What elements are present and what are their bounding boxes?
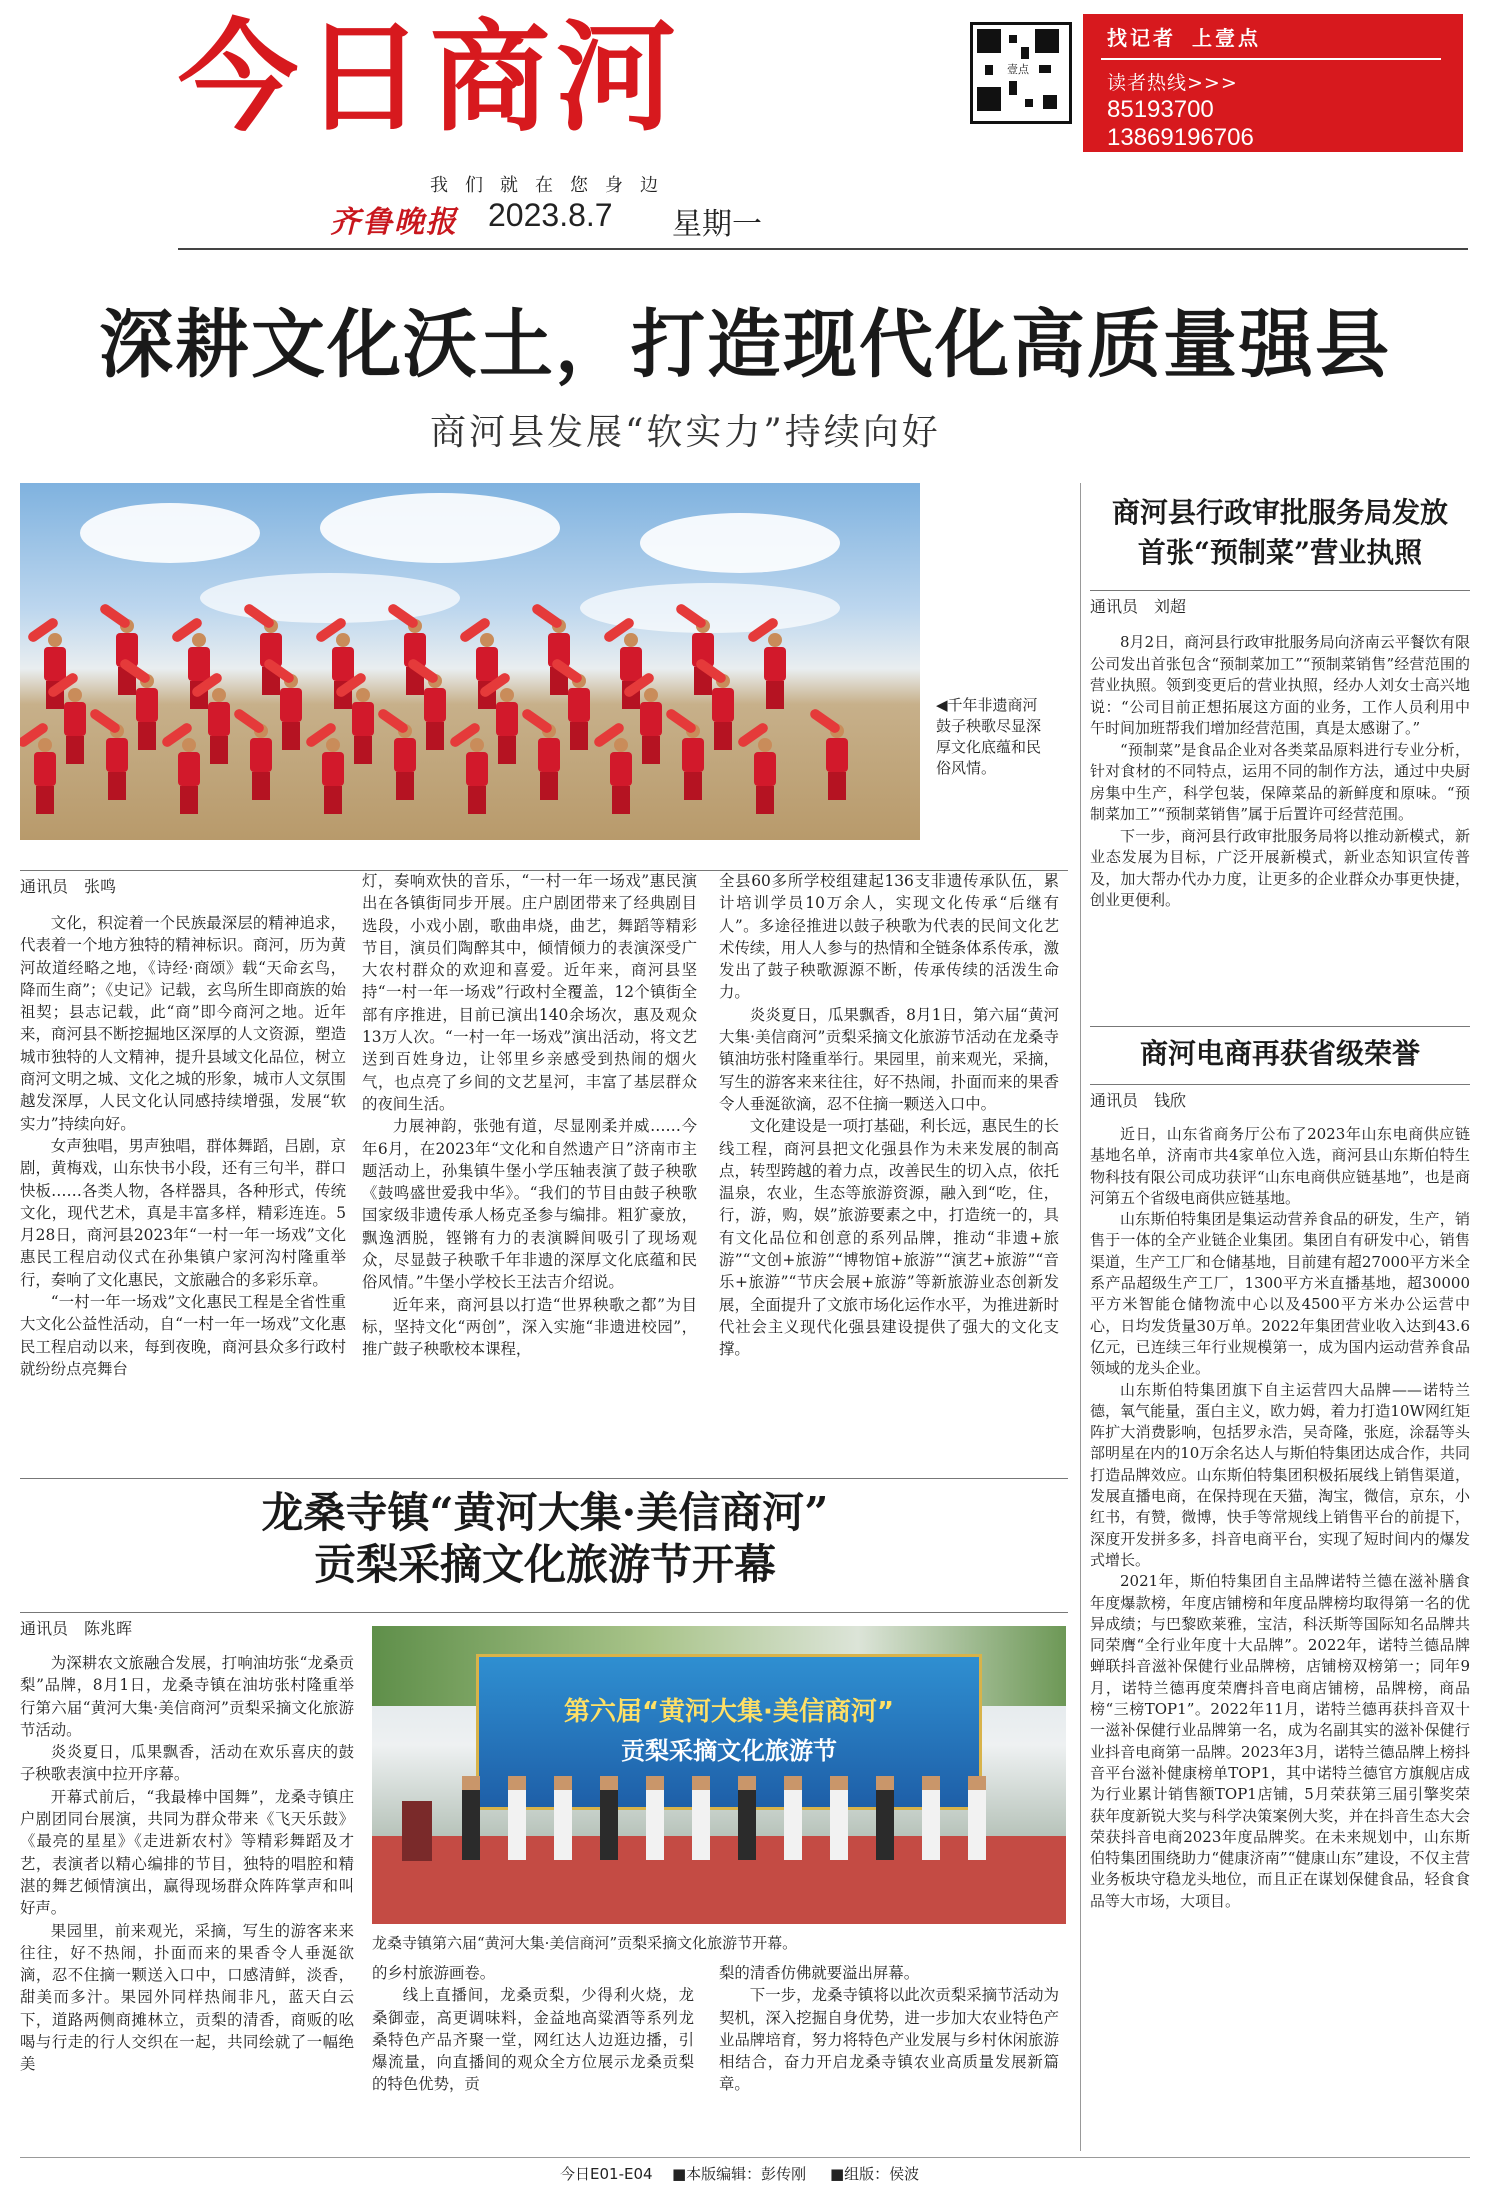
dancer-figure (102, 724, 132, 804)
footer-proof: ■组版：侯波 (830, 2165, 920, 2183)
paragraph: 文化，积淀着一个民族最深层的精神追求，代表着一个地方独特的精神标识。商河，历为黄河故道经略之地，《诗经·商颂》载“天命玄鸟，降而生商”；《史记》记载，玄鸟所生即商族的始祖契；县志记载，此“商”即今商河之地。近年来，商河县不断挖掘地区深厚的人文资源，塑造城市独特的人文精神，提升县域文化品位，树立商河文明之城、文化之城的形象，城市人文氛围越发深厚，人民文化认同感持续增强，发展“软实力”持续向好。 (20, 914, 346, 1133)
side1-title-line2: 首张“预制菜”营业执照 (1137, 536, 1423, 569)
side2-title: 商河电商再获省级荣誉 (1139, 1037, 1420, 1070)
dancer-figure (390, 724, 420, 804)
story2-byline: 通讯员 陈兆晖 (20, 1619, 133, 1638)
dancer-figure (420, 674, 450, 754)
paragraph: 2021年，斯伯特集团自主品牌诺特兰德在滋补膳食年度爆款榜，年度店铺榜和年度品牌榜均取得第一名的优异成绩；与巴黎欧莱雅，宝洁，科沃斯等国际知名品牌共同荣膺“全行业年度十大品牌”。2022年，诺特兰德品牌蝉联抖音滋补保健行业品牌榜，店铺榜双榜第一；同年9月，诺特兰德再度荣膺抖音电商店铺榜，品牌榜，商品榜“三榜TOP1”。2022年11月，诺特兰德再获抖音双十一滋补保健行业品牌第一名，成为名副其实的滋补保健行业抖音电商第一品牌。2023年3月，诺特兰德品牌上榜抖音平台滋补健康榜单TOP1，其中诺特兰德官方旗舰店成为行业累计销售额TOP1店铺，5月荣获第三届引擎奖荣获年度新锐大奖与科学决策案例大奖，并在抖音生态大会荣获抖音电商2023年度品牌奖。在未来规划中，山东斯伯特集团围绕助力“健康济南”“健康山东”建设，不仅主营业务板块守稳龙头地位，而且正在谋划保健食品，轻食食品等大市场，大项目。 (1090, 1572, 1470, 1910)
paragraph: 女声独唱，男声独唱，群体舞蹈，吕剧，京剧，黄梅戏，山东快书小段，还有三句半，群口快板……各类人物，各样器具，各种形式，传统文化，现代艺术，真是丰富多样，精彩连连。5月28日，商河县2023年“一村一年一场戏”文化惠民工程启动仪式在孙集镇户家河沟村隆重举行，奏响了文化惠民，文旅融合的多彩乐章。 (20, 1136, 346, 1289)
side2-byline: 通讯员 钱欣 (1090, 1091, 1187, 1110)
dancer-figure (348, 688, 378, 768)
dancer-figure (132, 674, 162, 754)
paragraph: 开幕式前后，“我最棒中国舞”，龙桑寺镇庄户剧团同台展演，共同为群众带来《飞天乐鼓》《最亮的星星》《走进新农村》等精彩舞蹈及才艺，表演者以精心编排的节目，独特的唱腔和精湛的舞艺倾情演出，赢得现场群众阵阵掌声和叫好声。 (20, 1787, 354, 1918)
rule (20, 1612, 1068, 1613)
paragraph: 灯，奏响欢快的音乐，“一村一年一场戏”惠民演出在各镇街同步开展。庄户剧团带来了经典剧目选段，小戏小剧，歌曲串烧，曲艺，舞蹈等精彩节目，演员们陶醉其中，倾情倾力的表演深受广大农村群众的欢迎和喜爱。近年来，商河县坚持“一村一年一场戏”行政村全覆盖，12个镇街全部有序推进，目前已演出140余场次，惠及观众13万人次。“一村一年一场戏”演出活动，将文艺送到百姓身边，让邻里乡亲感受到热闹的烟火气，也点亮了乡间的文艺星河，丰富了基层群众的夜间生活。 (362, 872, 697, 1113)
issue-date: 2023.8.7 (488, 197, 613, 233)
paragraph: 近年来，商河县以打造“世界秧歌之都”为目标，坚持文化“两创”，深入实施“非遗进校园”，推广鼓子秧歌校本课程， (362, 1295, 697, 1359)
guest-figure (554, 1776, 572, 1860)
guest-figure (738, 1776, 756, 1860)
dancer-figure (462, 738, 492, 818)
paragraph: 为深耕农文旅融合发展，打响油坊张“龙桑贡梨”品牌，8月1日，龙桑寺镇在油坊张村隆重举行第六届“黄河大集·美信商河”贡梨采摘文化旅游节活动。 (20, 1654, 354, 1739)
masthead-title: 今日商河 (178, 9, 682, 148)
story2-column-3 (719, 1962, 1059, 2096)
side1-body (1090, 632, 1470, 912)
contact-line1b: 上壹点 (1192, 26, 1261, 50)
dancer-figure (534, 724, 564, 804)
footer-pages: 今日E01-E04 (560, 2165, 653, 2183)
guest-figure (968, 1776, 986, 1860)
dancer-figure (318, 738, 348, 818)
dancer-figure (678, 724, 708, 804)
issue-weekday: 星期一 (672, 207, 762, 242)
lead-column-3 (719, 870, 1059, 1361)
side1-title (1090, 493, 1470, 573)
dancer-figure (204, 688, 234, 768)
contact-line1a: 找记者 (1107, 26, 1176, 50)
dancer-figure (760, 633, 790, 713)
backdrop-banner-2: 贡梨采摘文化旅游节 (621, 1737, 837, 1765)
paragraph: 线上直播间，龙桑贡梨，少得利火烧，龙桑御壶，高更调味料，金益地高粱酒等系列龙桑特色产品齐聚一堂，网红达人边逛边播，引爆流量，向直播间的观众全方位展示龙桑贡梨的特色优势，贡 (372, 1986, 694, 2094)
story2-column-2 (372, 1962, 694, 2096)
dancer-figure (822, 724, 852, 804)
paragraph: 山东斯伯特集团是集运动营养食品的研发，生产，销售于一体的全产业链企业集团。集团自有研发中心，销售渠道，生产工厂和仓储基地，目前建有超27000平方米全系产品超级生产工厂，1300平方米直播基地，超30000平方米智能仓储物流中心以及4500平方米办公运营中心，日均发货量30万单。2022年集团营业收入达到43.6亿元，已连续三年行业规模第一，成为国内运动营养食品领域的龙头企业。 (1090, 1210, 1470, 1378)
story2-title (20, 1487, 1070, 1591)
masthead-divider (178, 248, 1468, 250)
lead-headline: 深耕文化沃土，打造现代化高质量强县 (99, 302, 1391, 388)
dancer-figure (750, 738, 780, 818)
backdrop-banner-1: 第六届“黄河大集·美信商河” (563, 1697, 895, 1727)
qr-caption: 壹点 (1007, 63, 1029, 76)
dancer-figure (636, 688, 666, 768)
lead-column-2 (362, 870, 697, 1361)
column-divider (1080, 483, 1081, 2151)
paragraph: 炎炎夏日，瓜果飘香，8月1日，第六届“黄河大集·美信商河”贡梨采摘文化旅游节活动在龙桑寺镇油坊张村隆重举行。果园里，前来观光，采摘，写生的游客来来往往，好不热闹，扑面而来的果香令人垂涎欲滴，忍不住摘一颗送入口中。 (719, 1005, 1059, 1113)
guest-figure (922, 1776, 940, 1860)
guest-figure (830, 1776, 848, 1860)
side1-byline: 通讯员 刘超 (1090, 597, 1187, 616)
paragraph: 8月2日，商河县行政审批服务局向济南云平餐饮有限公司发出首张包含“预制菜加工”“预制菜销售”经营范围的营业执照。领到变更后的营业执照，经办人刘女士高兴地说：“公司目前正想拓展这方面的业务，工作人员利用中午时间加班帮我们增加经营范围，真是太感谢了。” (1090, 633, 1470, 737)
lead-photo-caption: ◀千年非遗商河鼓子秧歌尽显深厚文化底蕴和民俗风情。 (936, 696, 1042, 777)
story2-photo-caption: 龙桑寺镇第六届“黄河大集·美信商河”贡梨采摘文化旅游节开幕。 (372, 1934, 798, 1952)
footer-editor: ■本版编辑：彭传刚 (672, 2165, 807, 2183)
dancer-figure (492, 688, 522, 768)
guest-figure (462, 1776, 480, 1860)
dancer-figure (60, 688, 90, 768)
dancer-figure (30, 738, 60, 818)
lead-column-1 (20, 912, 346, 1380)
rule (1090, 590, 1470, 591)
guest-figure (692, 1776, 710, 1860)
paragraph: “一村一年一场戏”文化惠民工程是全省性重大文化公益性活动，自“一村一年一场戏”文化惠民工程启动以来，每到夜晚，商河县众多行政村就纷纷点亮舞台 (20, 1293, 346, 1378)
side2-body (1090, 1124, 1470, 1912)
paragraph: 果园里，前来观光，采摘，写生的游客来来往往，好不热闹，扑面而来的果香令人垂涎欲滴，忍不住摘一颗送入口中，口感清鲜，淡香，甜美而多汁。果园外同样热闹非凡，蓝天白云下，道路两侧商摊林立，贡梨的清香，商贩的吆喝与行走的行人交织在一起，共同绘就了一幅绝美 (20, 1921, 354, 2074)
rule (20, 1478, 1068, 1479)
paragraph: 山东斯伯特集团旗下自主运营四大品牌——诺特兰德，氧气能量，蛋白主义，欧力姆，着力打造10W网红矩阵扩大消费影响，包括罗永浩，吴奇隆，张庭，涂磊等头部明星在内的10万余名达人与斯伯特集团达成合作，共同打造品牌效应。山东斯伯特集团积极拓展线上销售渠道，发展直播电商，在保持现在天猫，淘宝，微信，京东，小红书，有赞，微博，快手等常规线上销售平台的前提下，深度开发拼多多，抖音电商平台，实现了短时间内的爆发式增长。 (1090, 1380, 1470, 1569)
side1-title-line1: 商河县行政审批服务局发放 (1111, 496, 1448, 529)
rule (1090, 1084, 1470, 1085)
contact-box (1083, 14, 1463, 152)
dancer-figure (606, 738, 636, 818)
paragraph: 力展神韵，张弛有道，尽显刚柔并威……今年6月，在2023年“文化和自然遗产日”济南市主题活动上，孙集镇牛堡小学压轴表演了鼓子秧歌《鼓鸣盛世爱我中华》。“我们的节目由鼓子秧歌国家级非遗传承人杨克圣参与编排。粗犷豪放，飘逸洒脱，铿锵有力的表演瞬间吸引了现场观众，尽显鼓子秧歌千年非遗的深厚文化底蕴和民俗风情。”牛堡小学校长王法吉介绍说。 (362, 1117, 697, 1292)
footer-divider (20, 2157, 1470, 2158)
qr-code-icon[interactable] (970, 22, 1072, 124)
masthead-slogan: 我们就在您身边 (430, 175, 675, 196)
dancer-figure (276, 674, 306, 754)
story2-photo-ceremony (372, 1626, 1066, 1924)
hotline-label: 读者热线>>> (1107, 72, 1238, 94)
paragraph: 的乡村旅游画卷。 (372, 1964, 496, 1982)
story2-title-line1: 龙桑寺镇“黄河大集·美信商河” (261, 1488, 829, 1537)
guest-figure (784, 1776, 802, 1860)
lead-byline: 通讯员 张鸣 (20, 877, 117, 896)
paragraph: 全县60多所学校组建起136支非遗传承队伍，累计培训学员10万余人，实现文化传承“后继有人”。多途径推进以鼓子秧歌为代表的民间文化艺术传续，用人人参与的热情和全链条体系传承，激发出了鼓子秧歌源源不断，传承传续的活泼生命力。 (719, 872, 1059, 1002)
lead-photo-dancers (20, 483, 920, 840)
paragraph: 炎炎夏日，瓜果飘香，活动在欢乐喜庆的鼓子秧歌表演中拉开序幕。 (20, 1743, 354, 1784)
dancer-figure (708, 674, 738, 754)
paragraph: 近日，山东省商务厅公布了2023年山东电商供应链基地名单，济南市共4家单位入选，商河县山东斯伯特生物科技有限公司成功获评“山东电商供应链基地”，也是商河第五个省级电商供应链基地。 (1090, 1125, 1470, 1207)
paragraph: “预制菜”是食品企业对各类菜品原料进行专业分析，针对食材的不同特点，运用不同的制作方法，通过中央厨房集中生产，科学包装，保障菜品的新鲜度和原味。“预制菜加工”“预制菜销售”属于后置许可经营范围。 (1090, 740, 1470, 823)
paper-name: 齐鲁晚报 (330, 205, 458, 240)
story2-column-1 (20, 1652, 354, 2076)
paragraph: 下一步，龙桑寺镇将以此次贡梨采摘节活动为契机，深入挖掘自身优势，进一步加大农业特色产业品牌培育，努力将特色产业发展与乡村休闲旅游相结合，奋力开启龙桑寺镇农业高质量发展新篇章。 (719, 1986, 1059, 2094)
guest-figure (600, 1776, 618, 1860)
dancer-figure (174, 738, 204, 818)
story2-title-line2: 贡梨采摘文化旅游节开幕 (313, 1540, 776, 1589)
paragraph: 梨的清香仿佛就要溢出屏幕。 (719, 1964, 920, 1982)
guest-figure (646, 1776, 664, 1860)
dancer-figure (564, 674, 594, 754)
hotline-phone-2[interactable]: 13869196706 (1107, 124, 1254, 151)
stage-backdrop (476, 1654, 982, 1810)
lead-subhead: 商河县发展“软实力”持续向好 (430, 412, 941, 453)
guest-figure (876, 1776, 894, 1860)
rule (1090, 1026, 1470, 1027)
hotline-phone-1[interactable]: 85193700 (1107, 96, 1214, 123)
guest-figure (508, 1776, 526, 1860)
dancer-figure (246, 724, 276, 804)
paragraph: 文化建设是一项打基础，利长远，惠民生的长线工程，商河县把文化强县作为未来发展的制高点，转型跨越的着力点，改善民生的切入点，依托温泉，农业，生态等旅游资源，融入到“吃，住，行，游，购，娱”旅游要素之中，打造统一的，具有文化品位和创意的系列品牌，推动“非遗+旅游”“文创+旅游”“博物馆+旅游”“演艺+旅游”“音乐+旅游”“节庆会展+旅游”等新旅游业态创新发展，全面提升了文旅市场化运作水平，为推进新时代社会主义现代化强县建设提供了强大的文化支撑。 (719, 1117, 1059, 1359)
paragraph: 下一步，商河县行政审批服务局将以推动新模式，新业态发展为目标，广泛开展新模式，新业态知识宣传普及，加大帮办代办力度，让更多的企业群众办事更快捷，创业更便利。 (1090, 826, 1470, 909)
